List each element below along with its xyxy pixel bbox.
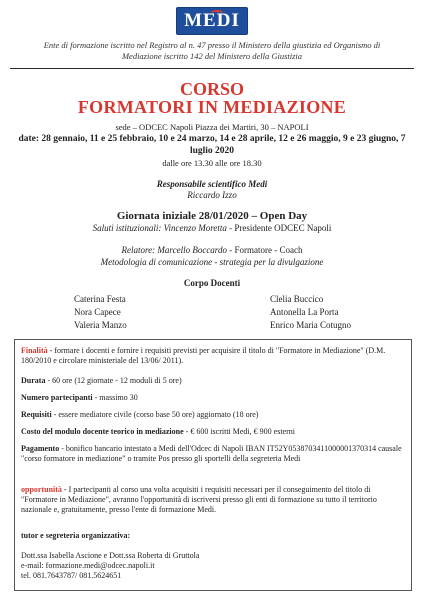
speaker-line <box>0 245 424 255</box>
greetings-line <box>0 223 424 233</box>
requirements-row <box>21 410 405 420</box>
header-divider <box>10 68 414 69</box>
duration-label: Durata <box>21 376 46 385</box>
cost-label: Costo del modulo docente teorico in mediazione <box>21 427 184 436</box>
faculty-member: Caterina Festa <box>74 294 126 304</box>
intro-text: Ente di formazione iscritto nel Registro al n. 47 presso il Ministero della giustizia ed Organismo di Mediazione iscritto 142 del Ministero della Giustizia <box>43 40 381 61</box>
venue-text: sede – ODCEC Napoli Piazza dei Martiri, 30 – NAPOLI <box>115 122 309 132</box>
greetings-label: Saluti istituzionali: Vincenzo Moretta <box>92 223 227 233</box>
faculty-member: Enrico Maria Cotugno <box>270 320 351 330</box>
logo-swoosh-icon <box>211 10 223 16</box>
participants-row <box>21 393 405 403</box>
logo-text: MEDI <box>184 10 240 31</box>
opportunity-text: - I partecipanti al corso una volta acquisiti i requisiti necessari per il conseguimento del titolo di "Formatore in Mediazione", avranno l'opportunità di iscriversi presso gli enti di formazione su tutto il territorio nazionale e, gratuitamente, presso l'ente di formazione Medi. <box>21 485 377 514</box>
course-title-line1: CORSO <box>179 79 244 99</box>
speaker-label: Relatore: Marcello Boccardo <box>121 245 227 255</box>
scientific-lead-name: Riccardo Izzo <box>187 190 237 200</box>
payment-row <box>21 444 405 464</box>
requirements-text: - essere mediatore civile (corso base 50 ore) aggiornato (18 ore) <box>51 410 259 419</box>
tutor-label: tutor e segreteria organizzativa: <box>21 531 131 540</box>
hours-text: dalle ore 13.30 alle ore 18.30 <box>162 158 262 168</box>
email-text[interactable]: e-mail: formazione.medi@odcec.napoli.it <box>21 561 155 570</box>
purpose-text: - formare i docenti e fornire i requisiti previsti per acquisire il titolo di "Formatore in Mediazione" (D.M. 180/2010 e circolare ministeriale del 13/06/ 2011). <box>21 346 386 365</box>
speaker-rest: - Formatore - Coach <box>226 245 303 255</box>
faculty-right-column <box>270 293 410 332</box>
opportunity-row <box>21 485 405 515</box>
duration-text: - 60 ore (12 giornate - 12 moduli di 5 ore) <box>45 376 182 385</box>
faculty-member: Antonella La Porta <box>270 307 339 317</box>
dates-text: date: 28 gennaio, 11 e 25 febbraio, 10 e 24 marzo, 14 e 28 aprile, 12 e 26 maggio, 9 e 23 giugno, 7 luglio 2020 <box>18 134 406 156</box>
medi-logo <box>176 7 248 35</box>
participants-text: - massimo 30 <box>92 393 138 402</box>
duration-row <box>21 376 405 386</box>
opportunity-label: opportunità <box>21 485 62 494</box>
faculty-member: Nora Capece <box>74 307 121 317</box>
open-day-heading: Giornata iniziale 28/01/2020 – Open Day <box>116 210 308 222</box>
requirements-label: Requisiti <box>21 410 52 419</box>
payment-label: Pagamento <box>21 444 60 453</box>
phone-text: tel. 081.7643787/ 081.5624651 <box>21 571 122 580</box>
info-box <box>14 339 412 591</box>
faculty-heading: Corpo Docenti <box>183 278 241 288</box>
scientific-lead-label: Responsabile scientifico Medi <box>156 179 268 189</box>
cost-text: - € 600 iscritti Medi, € 900 esterni <box>183 427 295 436</box>
faculty-member: Valeria Manzo <box>74 320 127 330</box>
faculty-left-column <box>74 293 184 332</box>
purpose-row <box>21 346 405 366</box>
participants-label: Numero partecipanti <box>21 393 93 402</box>
purpose-label: Finalità <box>21 346 48 355</box>
methodology-line: Metodologia di comunicazione - strategia per la divulgazione <box>100 257 324 267</box>
greetings-rest: - Presidente ODCEC Napoli <box>226 223 332 233</box>
tutor-names: Dott.ssa Isabella Ascione e Dott.ssa Roberta di Gruttola <box>21 551 200 560</box>
cost-row <box>21 427 405 437</box>
course-title-line2: FORMATORI IN MEDIAZIONE <box>77 97 347 117</box>
faculty-member: Clelia Buccico <box>270 294 324 304</box>
payment-text: - bonifico bancario intestato a Medi dell'Odcec di Napoli IBAN IT52Y0538703411000001370314 causale "corso formatore in mediazione" o tramite Pos presso gli sportelli della segreteria Medi <box>21 444 402 463</box>
